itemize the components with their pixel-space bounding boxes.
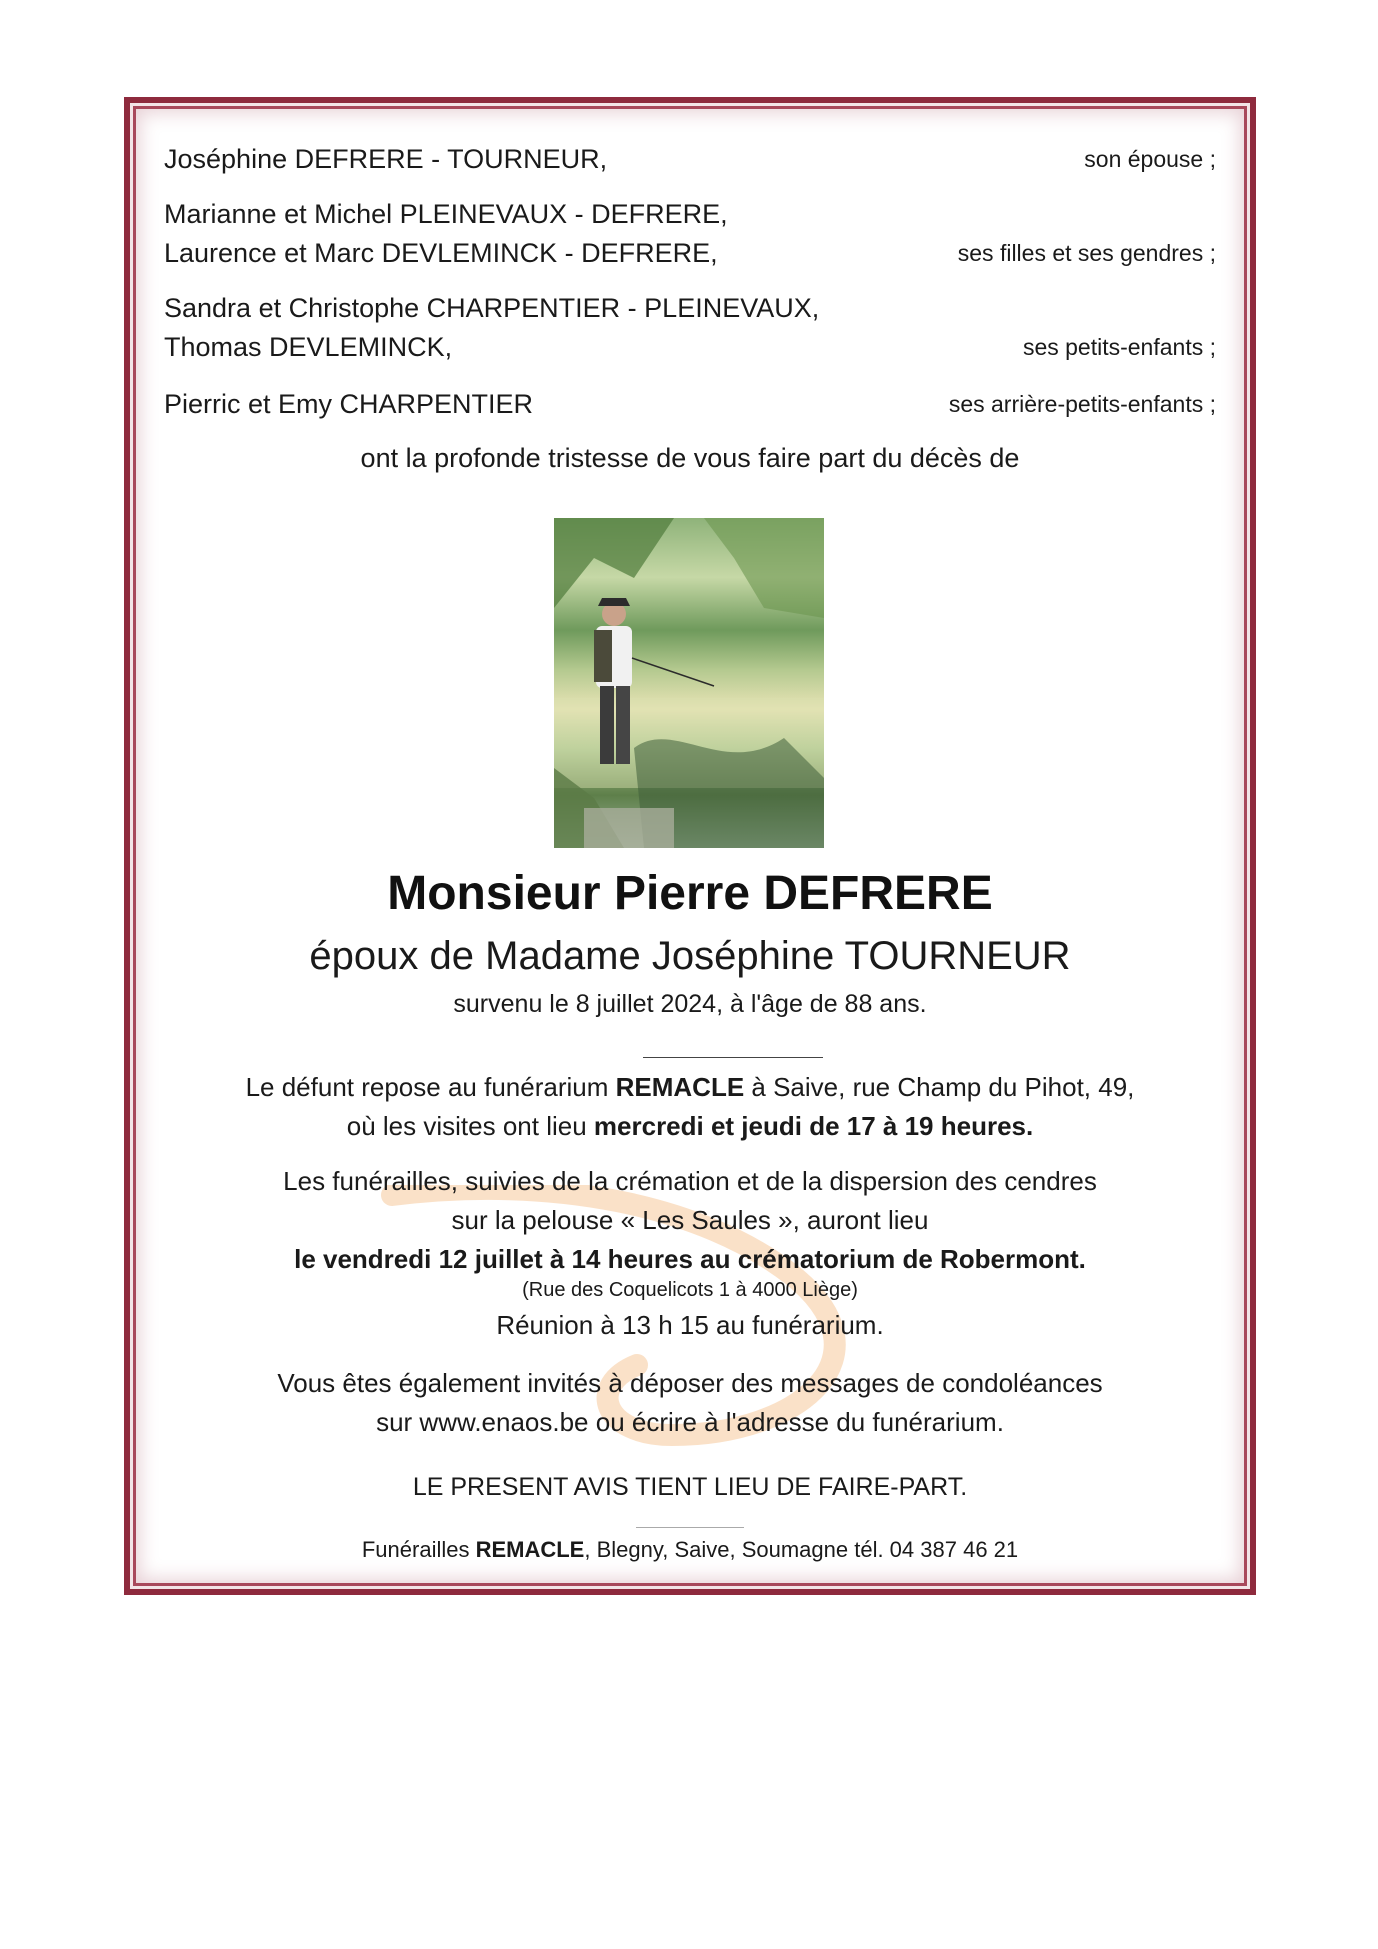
funeral-line-1: Les funérailles, suivies de la crémation et de la dispersion des cendres — [283, 1166, 1097, 1196]
family-name-line: Thomas DEVLEMINCK, — [164, 332, 453, 362]
footer-divider — [636, 1527, 744, 1528]
funeral-date-place: le vendredi 12 juillet à 14 heures au crématorium de Robermont. — [294, 1244, 1086, 1274]
meeting-time: Réunion à 13 h 15 au funérarium. — [496, 1310, 884, 1340]
family-relation: son épouse ; — [1084, 146, 1216, 172]
rest-line-1 — [160, 1068, 1220, 1107]
footer-label: Funérailles — [361, 1537, 476, 1562]
funeral-home-name: REMACLE — [615, 1072, 745, 1102]
family-row — [164, 289, 1216, 367]
man-fishing-by-lake-photo — [554, 518, 824, 848]
family-names — [164, 140, 607, 179]
funeral-line-2: sur la pelouse « Les Saules », auront lieu — [451, 1205, 929, 1235]
announcement-intro: ont la profonde tristesse de vous faire part du décès de — [360, 443, 1020, 473]
condolences-line-1: Vous êtes également invités à déposer des messages de condoléances — [277, 1368, 1103, 1398]
family-name-line: Sandra et Christophe CHARPENTIER - PLEINEVAUX, — [164, 293, 820, 323]
visits-times: mercredi et jeudi de 17 à 19 heures. — [593, 1111, 1034, 1141]
family-relation: ses petits-enfants ; — [1022, 334, 1216, 360]
rest-line-2 — [160, 1107, 1220, 1146]
rest-text: Le défunt repose au funérarium — [245, 1072, 616, 1102]
deceased-spouse-line: époux de Madame Joséphine TOURNEUR — [309, 934, 1071, 978]
visits-text: où les visites ont lieu — [346, 1111, 594, 1141]
family-name-line: Marianne et Michel PLEINEVAUX - DEFRERE, — [164, 199, 728, 229]
family-name-line: Joséphine DEFRERE - TOURNEUR, — [164, 144, 608, 174]
funeral-line-3 — [160, 1240, 1220, 1279]
rest-paragraph — [160, 1068, 1220, 1146]
crematorium-address: (Rue des Coquelicots 1 à 4000 Liège) — [522, 1279, 858, 1301]
notice-text: LE PRESENT AVIS TIENT LIEU DE FAIRE-PART. — [412, 1473, 968, 1501]
rest-address: à Saive, rue Champ du Pihot, 49, — [744, 1072, 1135, 1102]
family-name-line: Laurence et Marc DEVLEMINCK - DEFRERE, — [164, 238, 718, 268]
deceased-name: Monsieur Pierre DEFRERE — [387, 867, 993, 920]
footer — [160, 1537, 1220, 1563]
footer-company: REMACLE — [475, 1537, 585, 1562]
family-relation: ses filles et ses gendres ; — [957, 240, 1216, 266]
divider-line — [643, 1057, 823, 1058]
condolences-paragraph — [160, 1364, 1220, 1442]
condolences-line-2: sur www.enaos.be ou écrire à l'adresse du funérarium. — [376, 1407, 1004, 1437]
family-names — [164, 385, 533, 424]
family-row — [164, 385, 1216, 424]
deceased-death-date: survenu le 8 juillet 2024, à l'âge de 88 ans. — [453, 990, 927, 1018]
family-names — [164, 195, 728, 273]
funeral-paragraph — [160, 1162, 1220, 1279]
family-name-line: Pierric et Emy CHARPENTIER — [164, 389, 534, 419]
family-row — [164, 140, 1216, 179]
family-row — [164, 195, 1216, 273]
footer-contact: , Blegny, Saive, Soumagne tél. 04 387 46 21 — [584, 1537, 1019, 1562]
family-relation: ses arrière-petits-enfants ; — [948, 391, 1216, 417]
family-names — [164, 289, 819, 367]
